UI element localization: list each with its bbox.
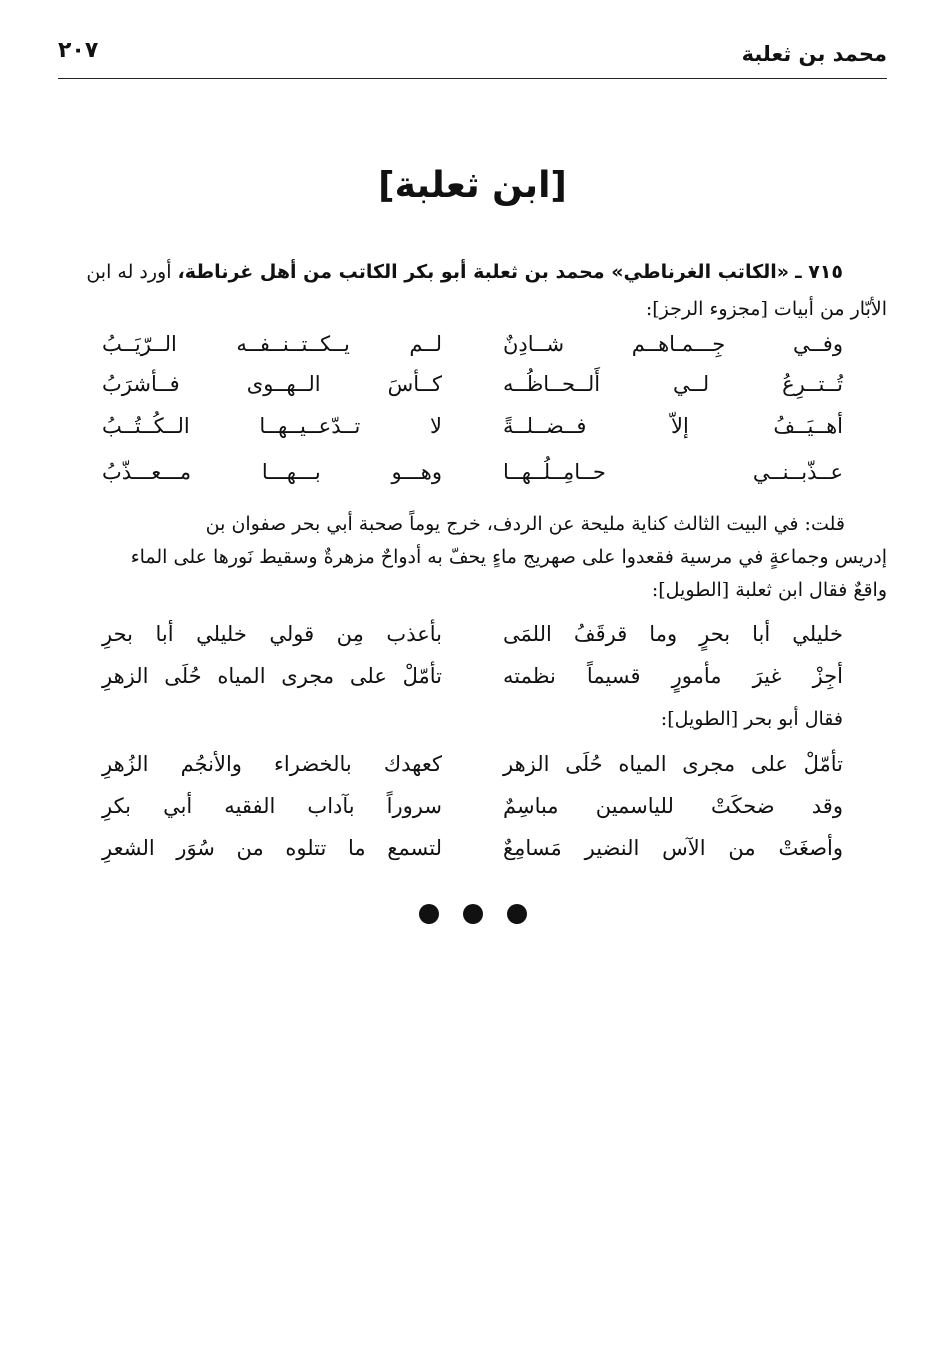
commentary-line [58, 508, 887, 541]
verse-first-hemistich: تُــتــرِعُ لــي أَلــحــاظُــه [503, 372, 843, 396]
ornament-dot-icon [419, 904, 439, 924]
verse-first-hemistich: أهــيَــفُ إلاّ فــضــلــةً [503, 414, 843, 438]
commentary-paragraph [58, 508, 887, 607]
verse-second-hemistich: تأمّلْ على مجرى المياه حُلَى الزهرِ [102, 664, 442, 688]
verse-first-hemistich: تأمّلْ على مجرى المياه حُلَى الزهر [503, 752, 843, 776]
verse-second-hemistich: كعهدك بالخضراء والأنجُم الزُهرِ [102, 752, 442, 776]
verse-first-hemistich: أجِزْ غيرَ مأمورٍ قسيماً نظمته [503, 664, 843, 688]
ornament-dot-icon [463, 904, 483, 924]
verse-line [0, 794, 945, 834]
running-title: محمد بن ثعلبة [741, 42, 887, 66]
entry-first-line [58, 255, 843, 289]
verse-second-hemistich: بأعذب مِن قولي خليلي أبا بحرِ [102, 622, 442, 646]
end-ornament [0, 904, 945, 928]
section-heading: [ابن ثعلبة] [378, 165, 567, 206]
ornament-dot-icon [507, 904, 527, 924]
verse-line [0, 372, 945, 412]
verse-second-hemistich: لــم يــكــتــنــفــه الــرّيَــبُ [102, 332, 442, 356]
verse-line [0, 414, 945, 454]
verse-second-hemistich: لتسمع ما تتلوه من سُوَر الشعرِ [102, 836, 442, 860]
verse-line [0, 664, 945, 704]
verse-line [0, 460, 945, 500]
verse-second-hemistich: وهـــو بـــهـــا مـــعـــذّبُ [102, 460, 442, 484]
entry-second-line: الأبّار من أبيات [مجزوء الرجز]: [645, 298, 887, 320]
commentary-line: واقعٌ فقال ابن ثعلبة [الطويل]: [651, 579, 887, 601]
verse-line [0, 752, 945, 792]
verse-line [0, 836, 945, 876]
verse-first-hemistich: وفــي جِـــمـاهــم شــادِنٌ [503, 332, 843, 356]
page-number: ٢٠٧ [58, 38, 99, 63]
verse-line [0, 622, 945, 662]
verse-second-hemistich: سروراً بآداب الفقيه أبي بكرِ [102, 794, 442, 818]
reply-intro: فقال أبو بحر [الطويل]: [660, 708, 843, 730]
entry-text: أورد له ابن [86, 261, 172, 283]
entry-number: ٧١٥ ـ [795, 261, 843, 283]
entry-name: «الكاتب الغرناطي» محمد بن ثعلبة أبو بكر الكاتب من أهل غرناطة، [177, 261, 790, 283]
verse-first-hemistich: وقد ضحكَتْ للياسمين مباسِمٌ [503, 794, 843, 818]
verse-first-hemistich: وأصغَتْ من الآس النضير مَسامِعٌ [503, 836, 843, 860]
verse-first-hemistich: خليلي أبا بحرٍ وما قرقَفُ اللمَى [503, 622, 843, 646]
verse-second-hemistich: لا تــدّعــيــهــا الــكُــتُــبُ [102, 414, 442, 438]
commentary-text: قلت: في البيت الثالث كناية مليحة عن الردف، خرج يوماً صحبة أبي بحر صفوان بن [205, 513, 845, 535]
verse-second-hemistich: كــأسَ الــهــوى فــأشرَبُ [102, 372, 442, 396]
verse-line [0, 332, 945, 372]
commentary-line: إدريس وجماعةٍ في مرسية فقعدوا على صهريج ماءٍ يحفّ به أدواحٌ مزهرةٌ وسقيط نَورها على الماء [130, 546, 887, 568]
running-header [58, 38, 887, 79]
verse-first-hemistich: عــذّبــنــي حــامِــلُــهــا [503, 460, 843, 484]
